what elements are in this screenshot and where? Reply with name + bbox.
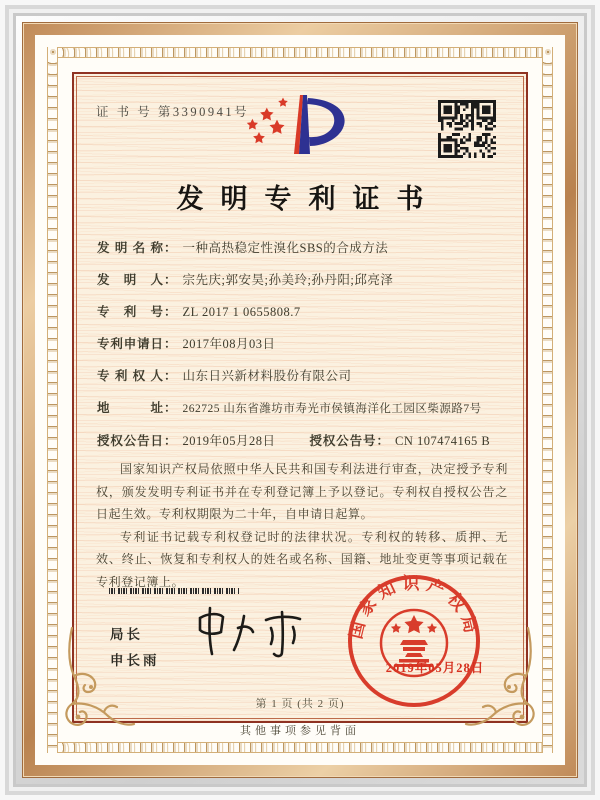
director-name: 申长雨 bbox=[110, 653, 160, 668]
field-label: 授权公告日 bbox=[97, 434, 163, 448]
field-label: 专利申请日 bbox=[97, 337, 163, 351]
qr-code-icon bbox=[438, 100, 496, 158]
field-label: 发明人 bbox=[97, 273, 163, 287]
seal-date: 2019年05月28日 bbox=[385, 661, 485, 675]
svg-text:国家知识产权局 bbox=[346, 574, 482, 641]
back-note: 其他事项参见背面 bbox=[240, 725, 360, 737]
barcode-icon bbox=[109, 588, 239, 594]
certificate-paper bbox=[72, 72, 528, 723]
field-label: 发明名称 bbox=[97, 241, 163, 255]
field-label: 授权公告号 bbox=[309, 434, 376, 448]
field-value: ZL 2017 1 0655808.7 bbox=[182, 305, 301, 319]
field-value: 宗先庆;郭安昊;孙美玲;孙丹阳;邱亮泽 bbox=[182, 273, 394, 287]
field-patentee: 专利权人 ： 山东日兴新材料股份有限公司 bbox=[97, 366, 510, 386]
gold-border-top bbox=[47, 47, 553, 58]
page-number: 第 1 页 (共 2 页) bbox=[255, 698, 345, 710]
corner-flourish-left-icon bbox=[58, 626, 136, 735]
fields bbox=[97, 238, 510, 463]
field-value: 2019年05月28日 bbox=[182, 434, 276, 448]
gold-border-left bbox=[47, 47, 58, 753]
director-title: 局长 bbox=[110, 627, 143, 642]
field-patent-number: 专利号 ： ZL 2017 1 0655808.7 bbox=[97, 302, 510, 322]
field-inventors: 发明人 ： 宗先庆;郭安昊;孙美玲;孙丹阳;邱亮泽 bbox=[97, 270, 510, 290]
field-value: CN 107474165 B bbox=[395, 434, 491, 448]
field-value: 一种高热稳定性溴化SBS的合成方法 bbox=[182, 241, 389, 255]
white-mat bbox=[35, 35, 565, 765]
certificate-title: 发明专利证书 bbox=[176, 184, 441, 214]
field-filing-date: 专利申请日 ： 2017年08月03日 bbox=[97, 334, 510, 354]
field-label: 地址 bbox=[97, 401, 163, 415]
seal-text: 国家知识产权局 bbox=[346, 574, 482, 641]
field-value: 山东日兴新材料股份有限公司 bbox=[182, 369, 352, 383]
certificate-number: 证 书 号 第3390941号 bbox=[96, 105, 250, 119]
field-grant-row: 授权公告日 ： 2019年05月28日 授权公告号 ： CN 107474165 B bbox=[97, 431, 510, 451]
gold-border-bottom bbox=[47, 742, 553, 753]
field-label: 专利权人 bbox=[97, 369, 163, 383]
cnipa-logo-icon bbox=[238, 90, 362, 165]
field-value: 262725 山东省潍坊市寿光市侯镇海洋化工园区柴源路7号 bbox=[182, 403, 482, 415]
official-seal-icon bbox=[344, 571, 484, 711]
gold-border-right bbox=[542, 47, 553, 753]
bronze-frame bbox=[22, 22, 578, 778]
field-value: 2017年08月03日 bbox=[182, 337, 276, 351]
field-invention-name: 发明名称 ： 一种高热稳定性溴化SBS的合成方法 bbox=[97, 238, 510, 258]
field-label: 专利号 bbox=[97, 305, 163, 319]
field-address: 地址 ： 262725 山东省潍坊市寿光市侯镇海洋化工园区柴源路7号 bbox=[97, 398, 510, 419]
corner-flourish-right-icon bbox=[464, 626, 542, 735]
paragraph: 专利证书记载专利权登记时的法律状况。专利权的转移、质押、无效、终止、恢复和专利权人的姓名或名称、国籍、地址变更等事项记载在专利登记簿上。 bbox=[96, 529, 508, 589]
paragraph: 国家知识产权局依照中华人民共和国专利法进行审查，决定授予专利权，颁发发明专利证书并在专利登记簿上予以登记。专利权自授权公告之日起生效。专利权期限为二十年，自申请日起算。 bbox=[96, 462, 508, 521]
director-signature-icon bbox=[192, 602, 312, 669]
